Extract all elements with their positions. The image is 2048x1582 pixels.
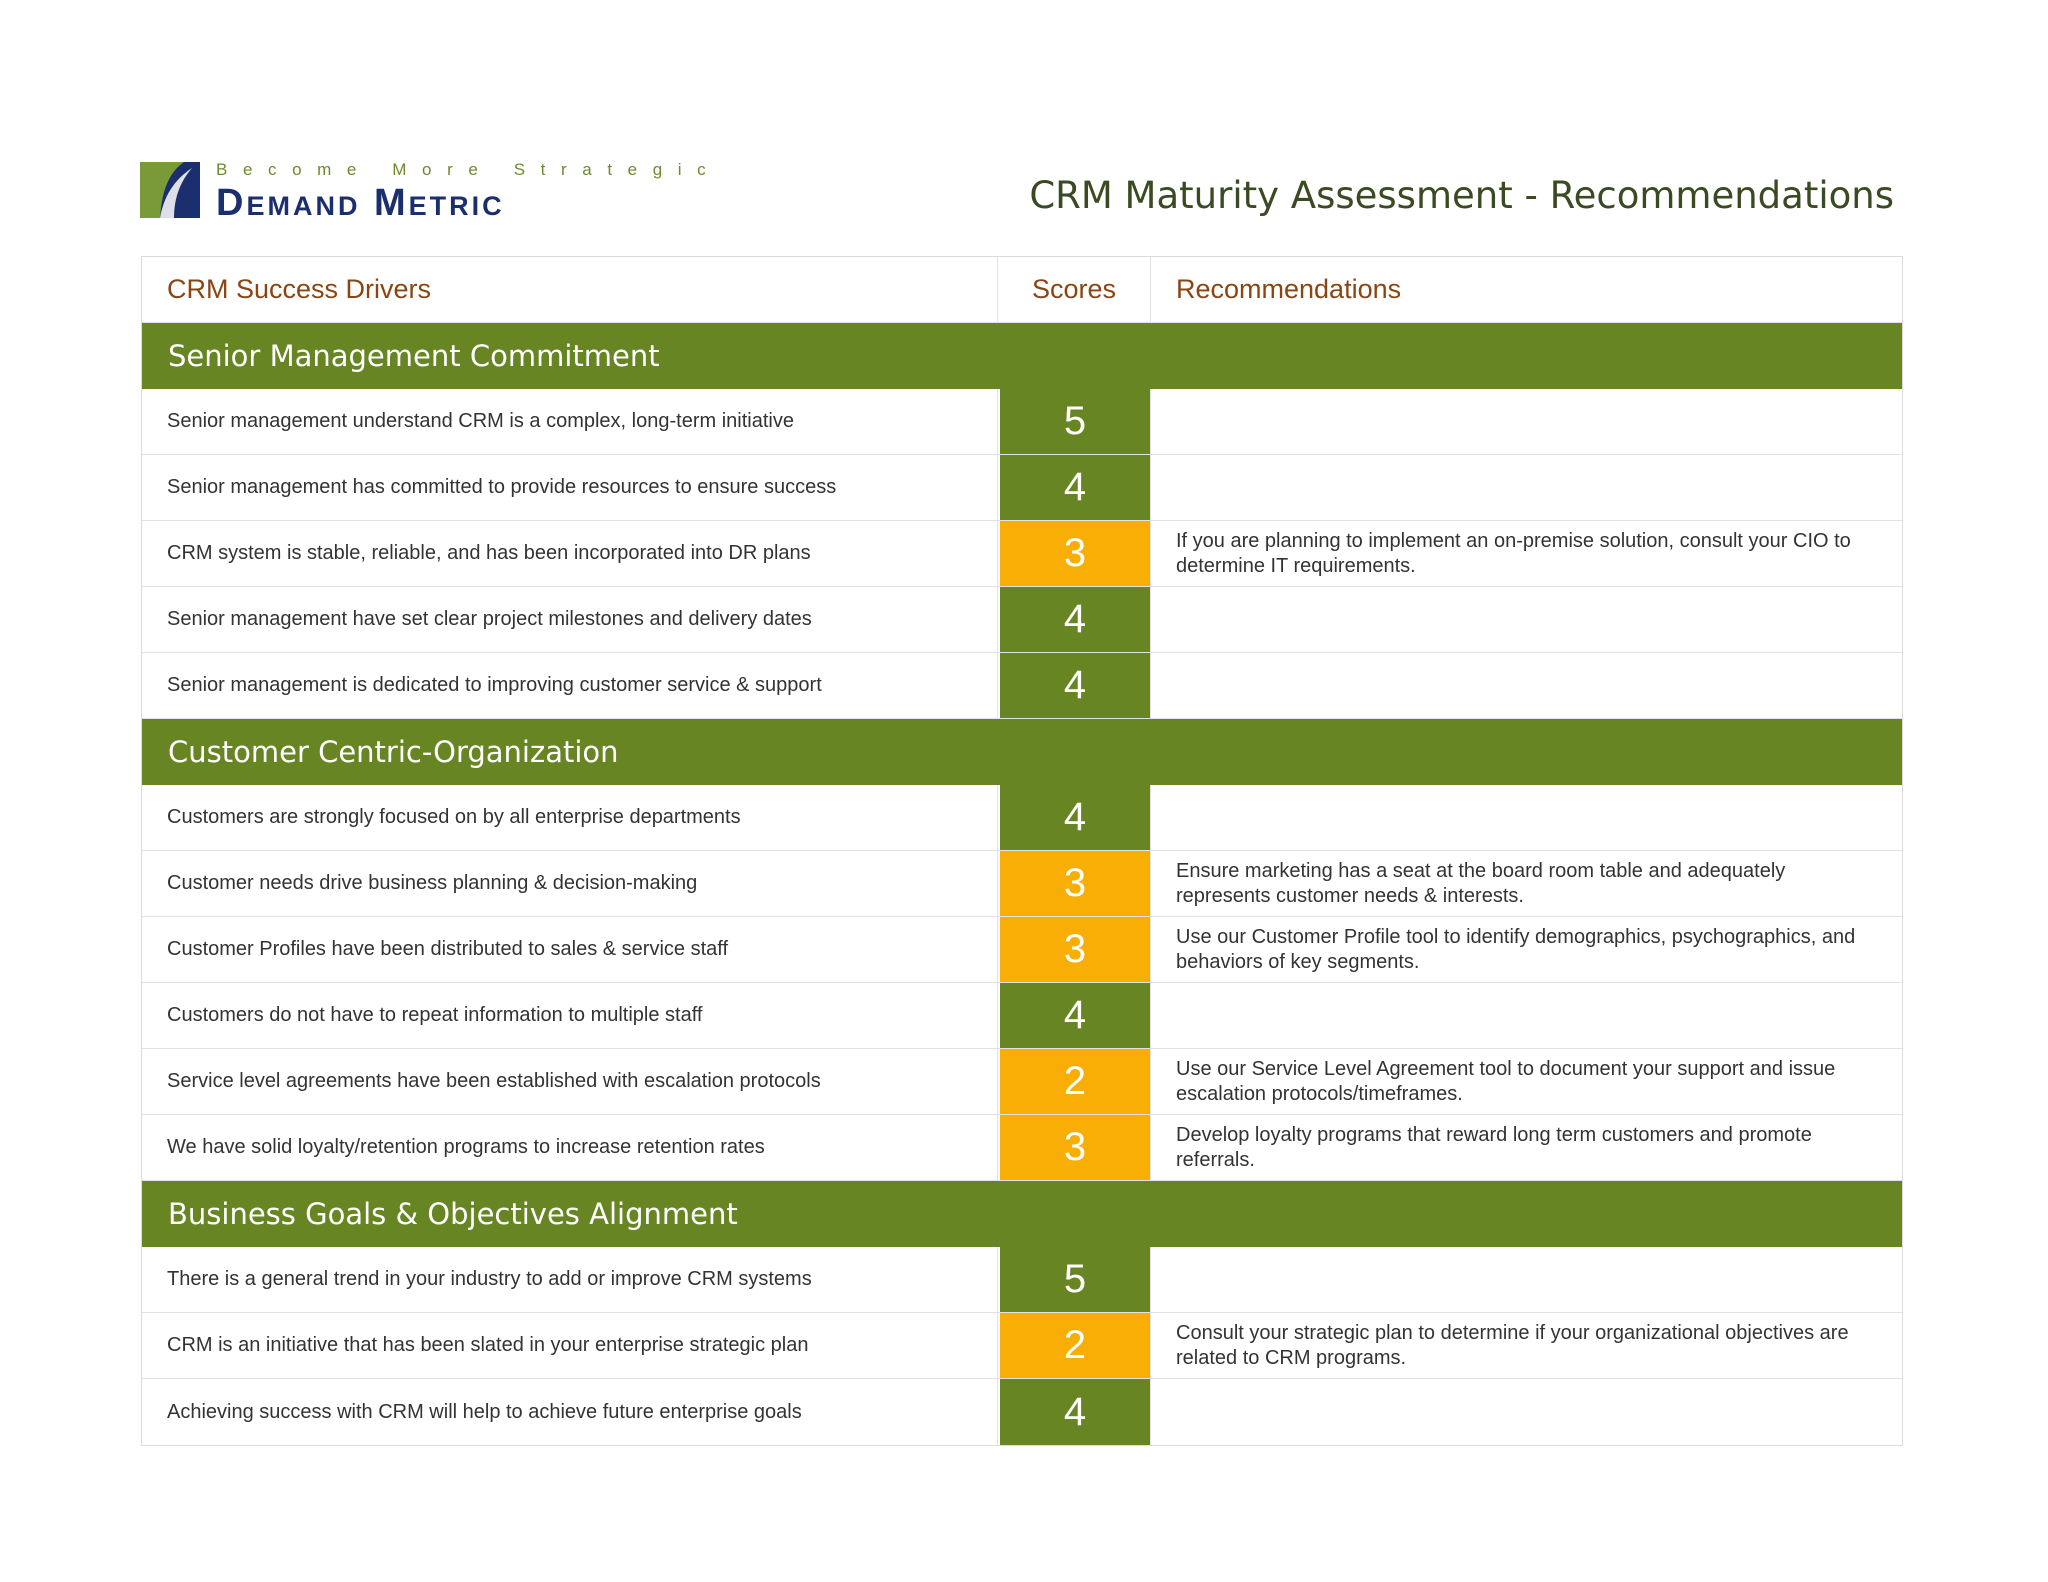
table-body: [142, 323, 1902, 1445]
score-value: 3: [998, 851, 1151, 916]
section-header: [142, 323, 1902, 389]
table-row: [142, 785, 1902, 851]
table-row: [142, 653, 1902, 719]
score-value: 4: [998, 587, 1151, 652]
driver-text: Service level agreements have been established with escalation protocols: [142, 1049, 998, 1114]
recommendation-text: [1151, 1379, 1902, 1445]
section-header: [142, 1181, 1902, 1247]
logo-tagline: Become More Strategic: [216, 160, 722, 179]
score-value: 4: [998, 785, 1151, 850]
driver-text: Senior management has committed to provide resources to ensure success: [142, 455, 998, 520]
table-row: [142, 455, 1902, 521]
section-title: Business Goals & Objectives Alignment: [168, 1197, 738, 1231]
score-value: 5: [998, 1247, 1151, 1312]
score-value: 2: [998, 1049, 1151, 1114]
score-value: 2: [998, 1313, 1151, 1378]
recommendation-text: [1151, 653, 1902, 718]
column-header-recommendations: Recommendations: [1176, 274, 1402, 304]
table-row: [142, 521, 1902, 587]
table-row: [142, 1247, 1902, 1313]
driver-text: Achieving success with CRM will help to achieve future enterprise goals: [142, 1379, 998, 1445]
table-header-row: [142, 257, 1902, 323]
score-value: 3: [998, 917, 1151, 982]
table-row: [142, 1313, 1902, 1379]
demand-metric-logo: [140, 158, 722, 228]
recommendation-text: If you are planning to implement an on-premise solution, consult your CIO to determine IT requirements.: [1176, 529, 1851, 577]
driver-text: Customer needs drive business planning & decision-making: [142, 851, 998, 916]
column-header-scores: Scores: [998, 257, 1151, 322]
score-value: 3: [998, 521, 1151, 586]
driver-text: There is a general trend in your industry to add or improve CRM systems: [142, 1247, 998, 1312]
driver-text: Senior management have set clear project milestones and delivery dates: [142, 587, 998, 652]
recommendation-text: [1151, 983, 1902, 1048]
score-value: 4: [998, 983, 1151, 1048]
score-value: 4: [998, 455, 1151, 520]
table-row: [142, 1379, 1902, 1445]
recommendation-text: Ensure marketing has a seat at the board room table and adequately represents customer needs & interests.: [1176, 859, 1786, 907]
demand-metric-logo-mark-icon: [140, 162, 200, 218]
driver-text: We have solid loyalty/retention programs to increase retention rates: [142, 1115, 998, 1180]
driver-text: Senior management understand CRM is a complex, long-term initiative: [142, 389, 998, 454]
table-row: [142, 851, 1902, 917]
recommendation-text: [1151, 455, 1902, 520]
score-value: 4: [998, 653, 1151, 718]
recommendation-text: Develop loyalty programs that reward long term customers and promote referrals.: [1176, 1123, 1812, 1171]
recommendation-text: Use our Service Level Agreement tool to document your support and issue escalation protocols/timeframes.: [1176, 1057, 1836, 1105]
table-row: [142, 389, 1902, 455]
table-row: [142, 983, 1902, 1049]
driver-text: Customers are strongly focused on by all enterprise departments: [142, 785, 998, 850]
logo-brand-name: Demand Metric: [216, 182, 505, 224]
driver-text: Customer Profiles have been distributed to sales & service staff: [142, 917, 998, 982]
score-value: 4: [998, 1379, 1151, 1445]
recommendation-text: [1151, 587, 1902, 652]
driver-text: CRM system is stable, reliable, and has been incorporated into DR plans: [142, 521, 998, 586]
column-header-drivers: CRM Success Drivers: [142, 257, 998, 322]
section-title: Senior Management Commitment: [168, 339, 660, 373]
table-row: [142, 1115, 1902, 1181]
section-title: Customer Centric-Organization: [168, 735, 619, 769]
recommendation-text: Consult your strategic plan to determine if your organizational objectives are related to CRM programs.: [1176, 1321, 1849, 1369]
driver-text: Customers do not have to repeat information to multiple staff: [142, 983, 998, 1048]
page-title: CRM Maturity Assessment - Recommendations: [1029, 174, 1894, 217]
section-header: [142, 719, 1902, 785]
table-row: [142, 917, 1902, 983]
assessment-table: [141, 256, 1903, 1446]
recommendation-text: [1151, 1247, 1902, 1312]
recommendation-text: Use our Customer Profile tool to identify demographics, psychographics, and behaviors of key segments.: [1176, 925, 1856, 973]
recommendation-text: [1151, 389, 1902, 454]
score-value: 3: [998, 1115, 1151, 1180]
recommendation-text: [1151, 785, 1902, 850]
driver-text: Senior management is dedicated to improving customer service & support: [142, 653, 998, 718]
table-row: [142, 1049, 1902, 1115]
table-row: [142, 587, 1902, 653]
driver-text: CRM is an initiative that has been slated in your enterprise strategic plan: [142, 1313, 998, 1378]
score-value: 5: [998, 389, 1151, 454]
